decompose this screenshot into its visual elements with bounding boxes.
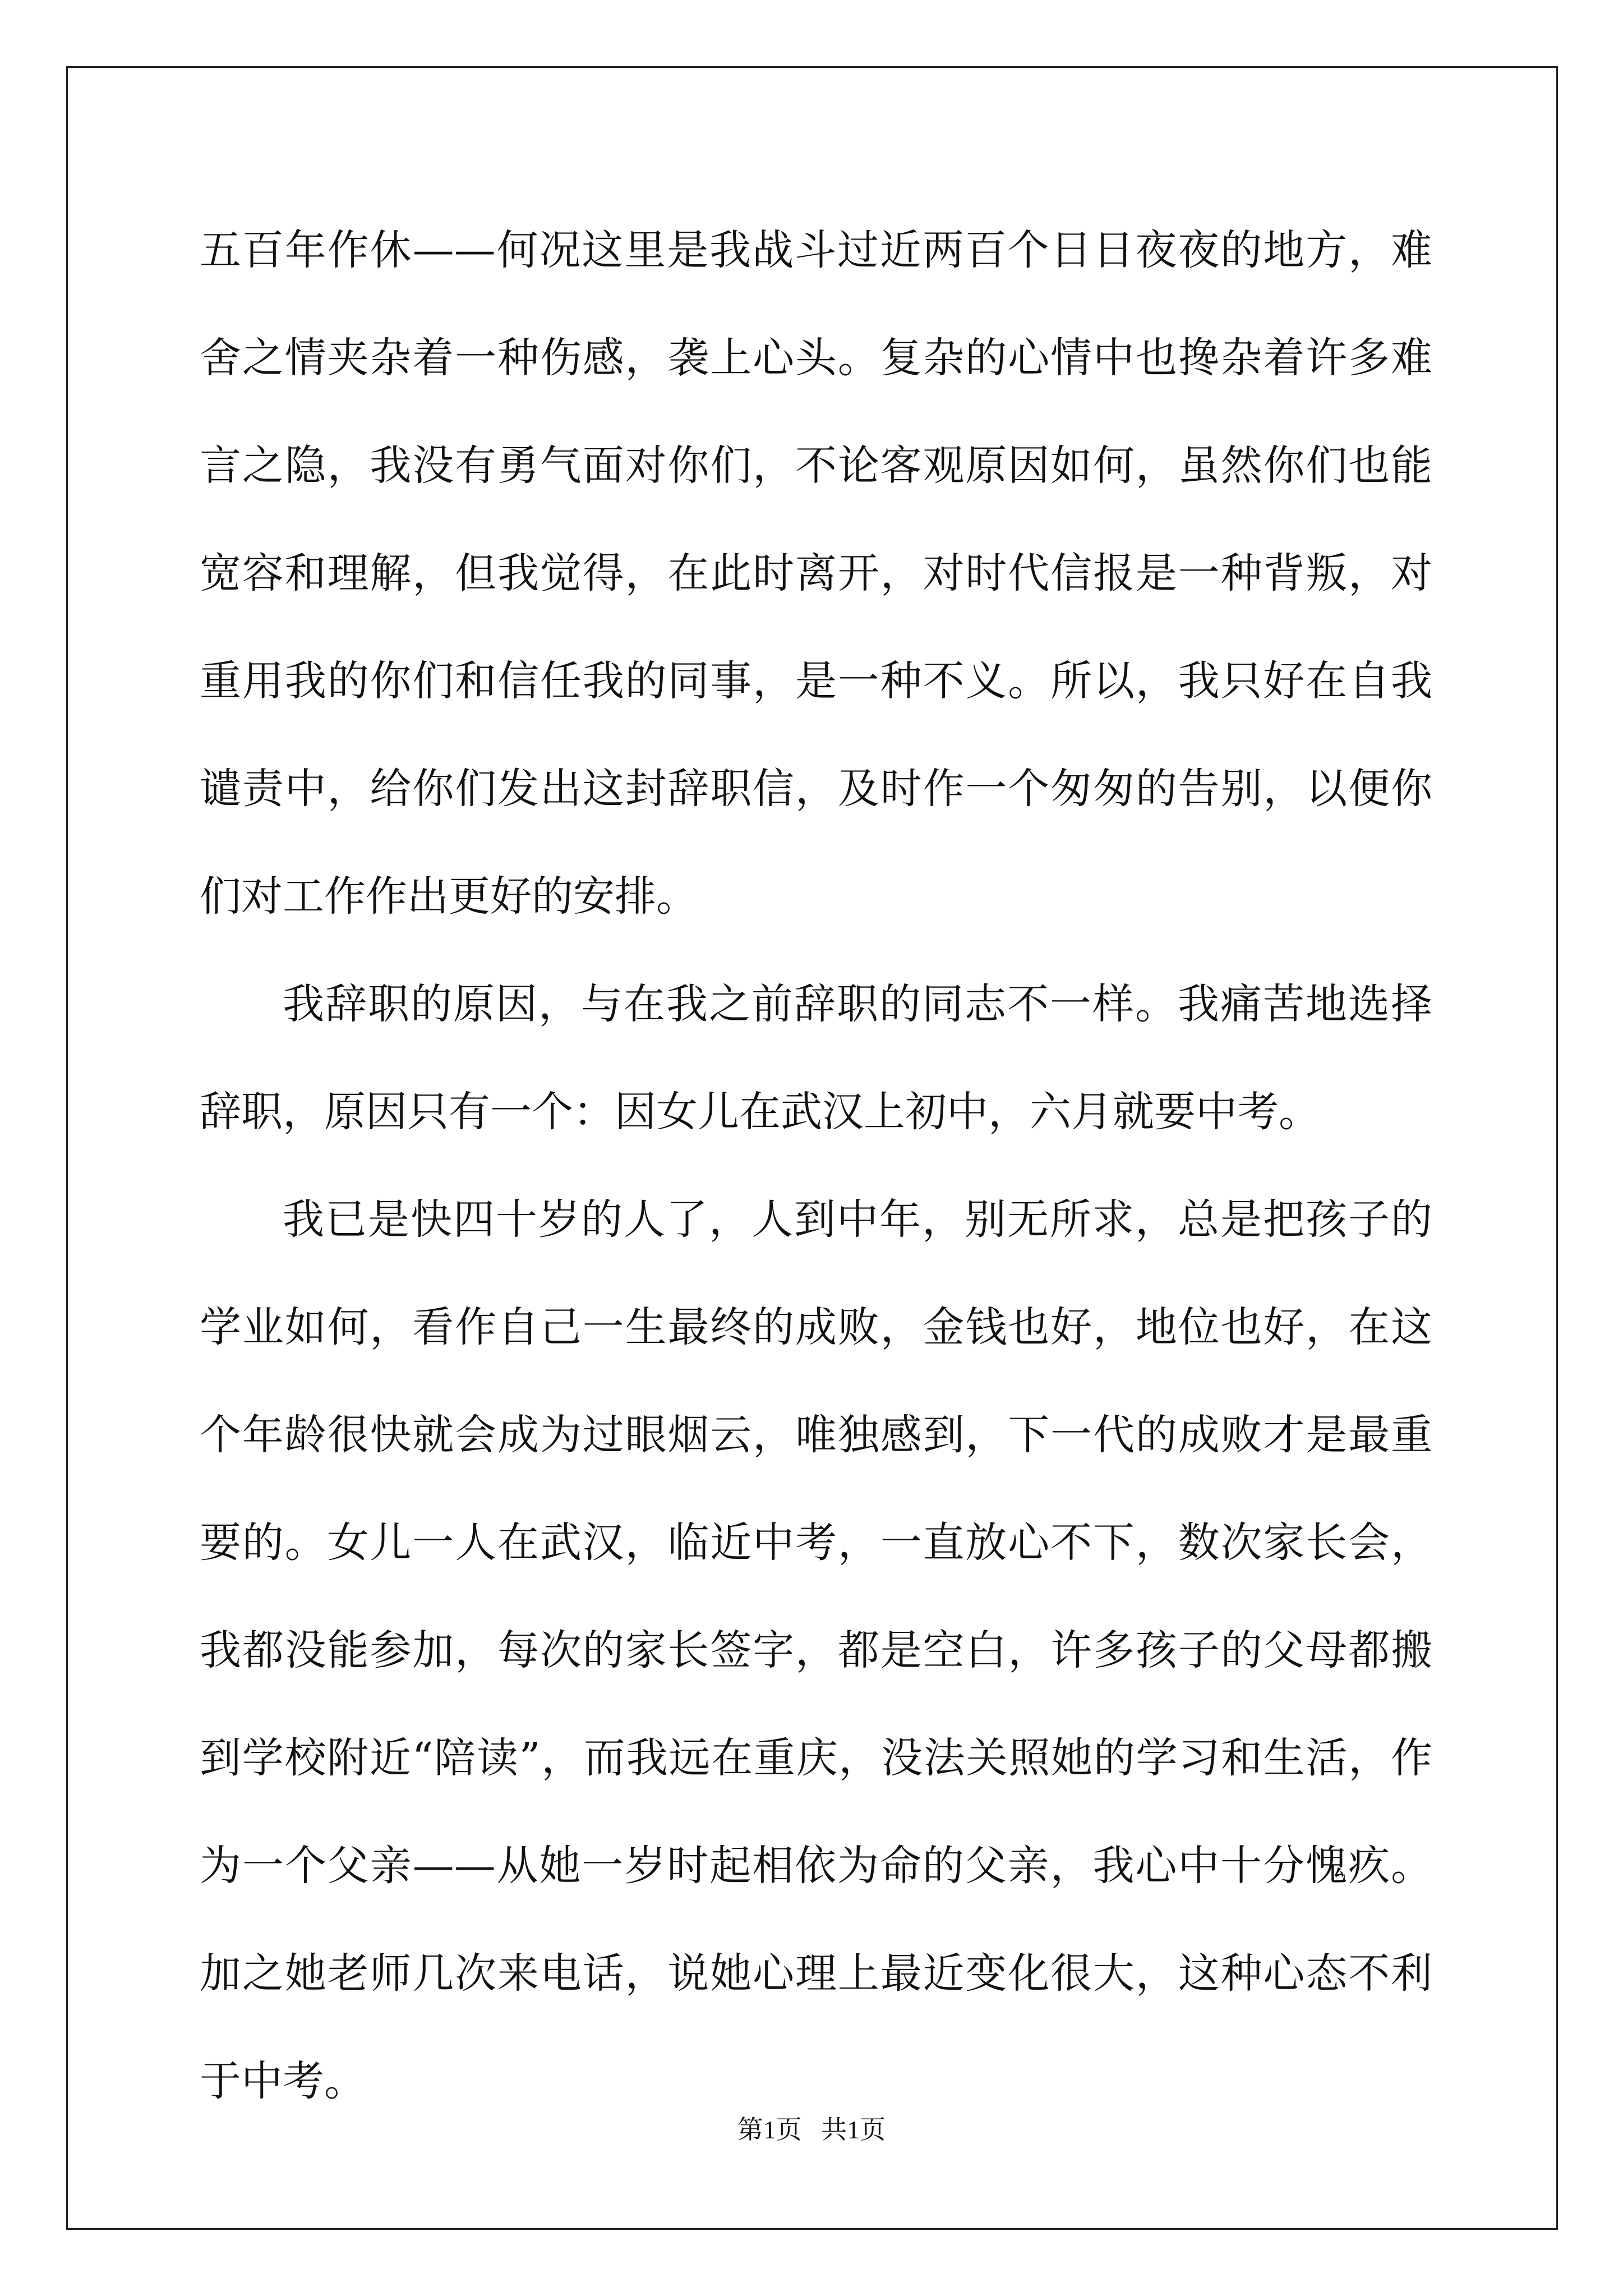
paragraph-2: 我辞职的原因，与在我之前辞职的同志不一样。我痛苦地选择辞职，原因只有一个：因女儿在武汉上初中，六月就要中考。 [200,980,1432,1136]
paragraph-3: 我已是快四十岁的人了，人到中年，别无所求，总是把孩子的学业如何，看作自己一生最终的成败，金钱也好，地位也好，在这个年龄很快就会成为过眼烟云，唯独感到，下一代的成败才是最重要的。女儿一人在武汉，临近中考，一直放心不下，数次家长会，我都没能参加，每次的家长签字，都是空白，许多孩子的父母都搬到学校附近“陪读”，而我远在重庆，没法关照她的学习和生活，作为一个父亲——从她一岁时起相依为命的父亲，我心中十分愧疚。加之她老师几次来电话，说她心理上最近变化很大，这种心态不利于中考。 [200,1195,1432,2105]
paragraph-1: 五百年作休——何况这里是我战斗过近两百个日日夜夜的地方，难舍之情夹杂着一种伤感，袭上心头。复杂的心情中也搀杂着许多难言之隐，我没有勇气面对你们，不论客观原因如何，虽然你们也能宽容和理解，但我觉得，在此时离开，对时代信报是一种背叛，对重用我的你们和信任我的同事，是一种不义。所以，我只好在自我谴责中，给你们发出这封辞职信，及时作一个匆匆的告别，以便你们对工作作出更好的安排。 [200,226,1432,921]
page-footer: 第1页 共1页 [737,2115,886,2144]
document-body [200,196,1432,2135]
